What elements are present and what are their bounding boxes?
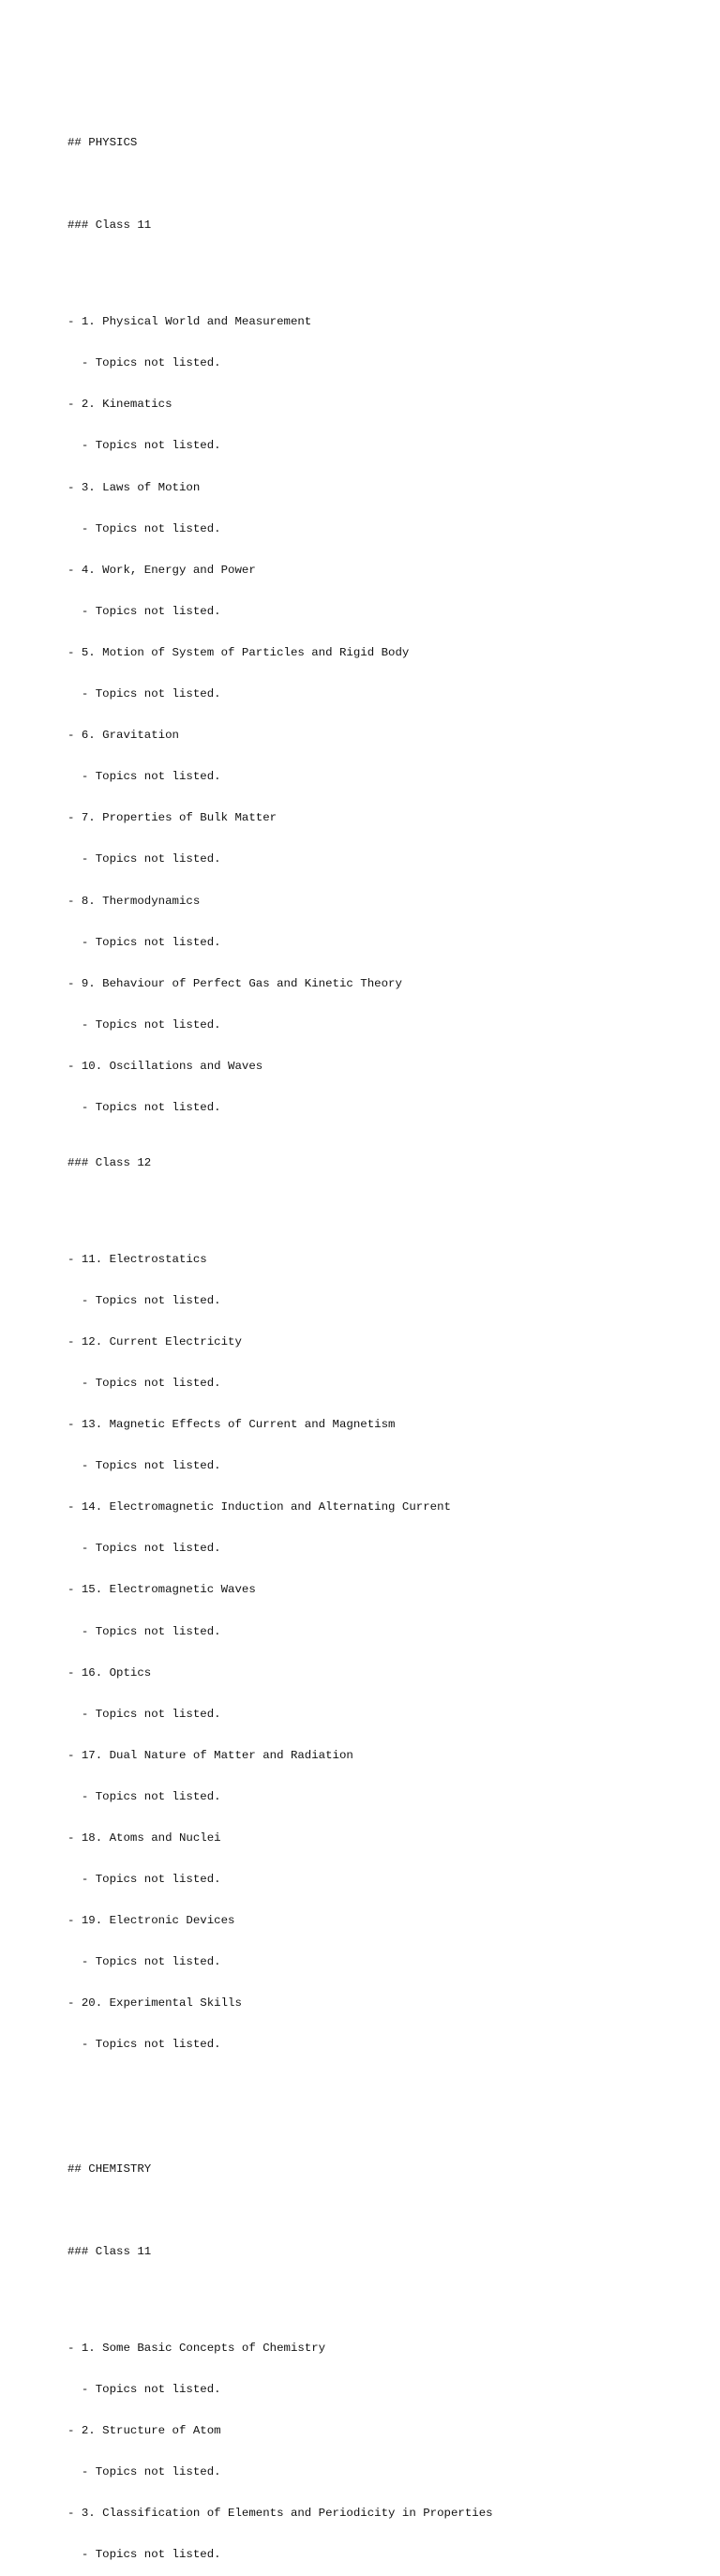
document-body [68, 95, 705, 2576]
chapter-title: - 14. Electromagnetic Induction and Alternating Current [68, 1500, 451, 1514]
chapter-title: - 17. Dual Nature of Matter and Radiation [68, 1748, 353, 1762]
chapter-title: - 1. Physical World and Measurement [68, 315, 312, 329]
chapter-note: - Topics not listed. [68, 1707, 221, 1721]
chapter-title: - 2. Structure of Atom [68, 2424, 221, 2437]
chapter-note: - Topics not listed. [68, 1873, 221, 1887]
chapter-note: - Topics not listed. [68, 2548, 221, 2562]
chapter-title: - 19. Electronic Devices [68, 1914, 235, 1928]
chapter-title: - 16. Optics [68, 1665, 152, 1680]
chapter-note: - Topics not listed. [68, 770, 221, 784]
chapter-title: - 2. Kinematics [68, 398, 172, 412]
chapter-title: - 8. Thermodynamics [68, 894, 201, 908]
blank-line [68, 1198, 705, 1212]
chapter-note: - Topics not listed. [68, 1789, 221, 1803]
class-heading: ### Class 11 [68, 2244, 152, 2258]
chapter-note: - Topics not listed. [68, 521, 221, 535]
chapter-title: - 12. Current Electricity [68, 1334, 242, 1348]
blank-line [68, 2286, 705, 2300]
chapter-note: - Topics not listed. [68, 2038, 221, 2052]
chapter-note: - Topics not listed. [68, 1017, 221, 1032]
chapter-note: - Topics not listed. [68, 1624, 221, 1638]
blank-line [68, 2093, 705, 2107]
chapter-note: - Topics not listed. [68, 687, 221, 701]
chapter-title: - 4. Work, Energy and Power [68, 563, 256, 577]
section-heading-chemistry: ## CHEMISTRY [68, 2162, 152, 2176]
chapter-title: - 11. Electrostatics [68, 1252, 207, 1266]
chapter-title: - 3. Classification of Elements and Periodicity in Properties [68, 2507, 493, 2521]
chapter-title: - 20. Experimental Skills [68, 1996, 242, 2011]
chapter-note: - Topics not listed. [68, 439, 221, 453]
chapter-note: - Topics not listed. [68, 2382, 221, 2396]
chapter-title: - 5. Motion of System of Particles and Rigid Body [68, 645, 410, 659]
chapter-note: - Topics not listed. [68, 1376, 221, 1390]
chapter-title: - 15. Electromagnetic Waves [68, 1583, 256, 1597]
chapter-title: - 7. Properties of Bulk Matter [68, 811, 278, 825]
class-heading: ### Class 12 [68, 1155, 152, 1169]
chapter-note: - Topics not listed. [68, 935, 221, 949]
section-heading-physics: ## PHYSICS [68, 136, 138, 150]
blank-line [68, 177, 705, 191]
chapter-note: - Topics not listed. [68, 604, 221, 618]
chapter-note: - Topics not listed. [68, 1542, 221, 1556]
blank-line [68, 2204, 705, 2218]
chapter-title: - 10. Oscillations and Waves [68, 1059, 263, 1073]
chapter-note: - Topics not listed. [68, 1293, 221, 1307]
blank-line [68, 260, 705, 274]
chapter-note: - Topics not listed. [68, 852, 221, 866]
chapter-title: - 13. Magnetic Effects of Current and Magnetism [68, 1418, 396, 1432]
chapter-note: - Topics not listed. [68, 356, 221, 370]
chapter-title: - 9. Behaviour of Perfect Gas and Kinetic Theory [68, 976, 402, 990]
class-heading: ### Class 11 [68, 218, 152, 233]
chapter-note: - Topics not listed. [68, 2465, 221, 2479]
chapter-note: - Topics not listed. [68, 1459, 221, 1473]
chapter-note: - Topics not listed. [68, 1955, 221, 1969]
chapter-note: - Topics not listed. [68, 1100, 221, 1114]
chapter-title: - 18. Atoms and Nuclei [68, 1830, 221, 1845]
chapter-title: - 6. Gravitation [68, 729, 179, 743]
chapter-title: - 1. Some Basic Concepts of Chemistry [68, 2341, 326, 2355]
chapter-title: - 3. Laws of Motion [68, 480, 201, 494]
